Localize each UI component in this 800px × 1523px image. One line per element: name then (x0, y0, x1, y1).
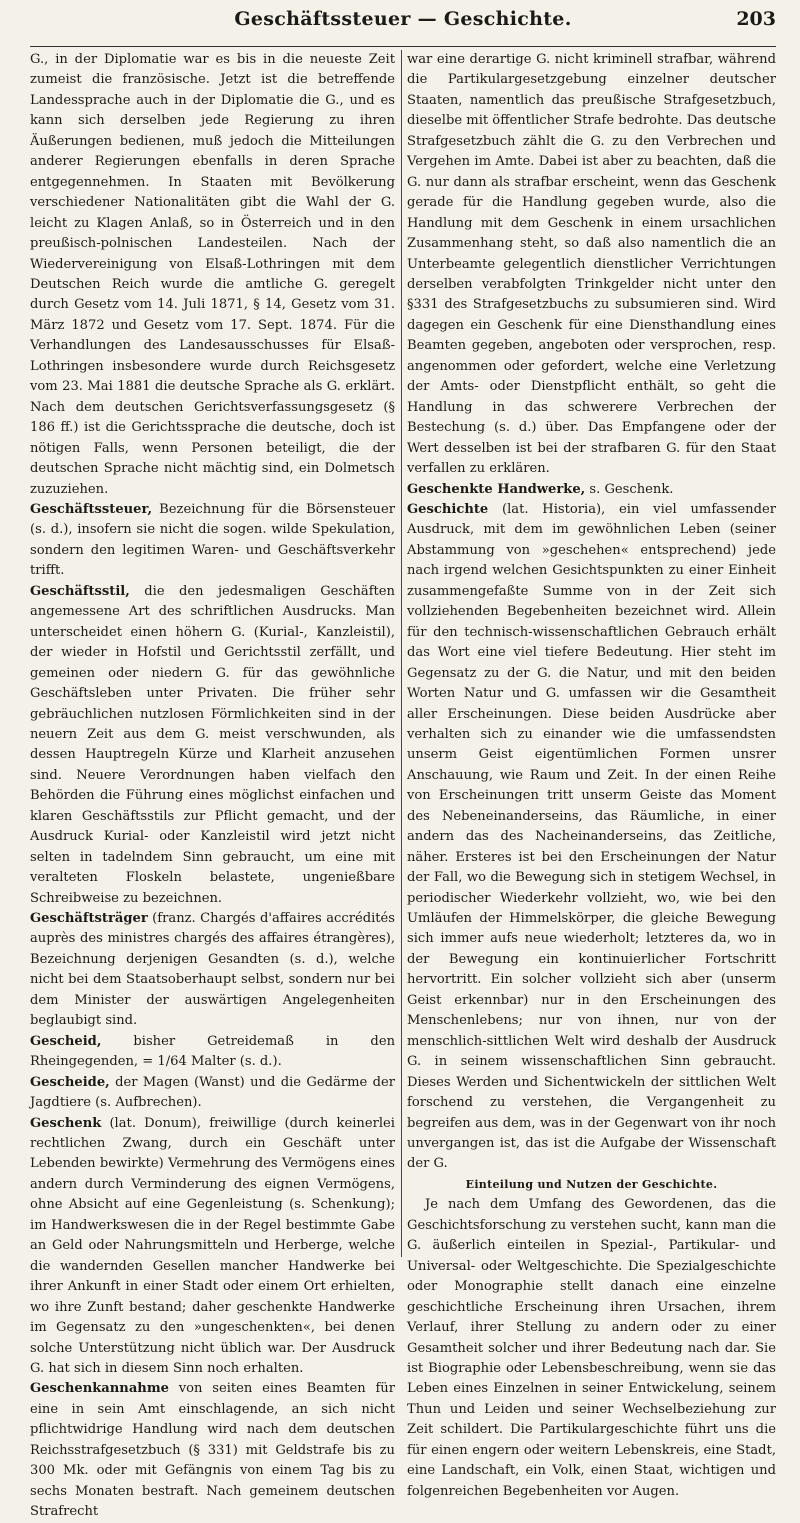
entry-text: von seiten eines Beamten für eine in sein Amt einschlagende, an sich nicht pflichtwidrige Handlung wird nach dem deutschen Reichsstrafgesetzbuch (§ 331) mit Geldstrafe bis zu 300 Mk. oder mit Gefängnis von einem Tag bis zu sechs Monaten bestraft. Nach gemeinem deutschen Strafrecht (30, 1381, 395, 1520)
entry-text: (lat. Historia), ein viel umfassender Ausdruck, mit dem im gewöhnlichen Leben (seiner Abstammung von »geschehen« entsprechend) jede nach irgend welchen Gesichtspunkten zu einer Einheit zusammengefaßte Summe von in der Zeit sich vollziehenden Begebenheiten bezeichnet wird. Allein für den technisch-wissenschaftlichen Gebrauch erhält das Wort eine viel tiefere Bedeutung. Hier steht im Gegensatz zu der G. die Natur, und mit den beiden Worten Natur und G. umfassen wir die Gesamtheit aller Erscheinungen. Diese beiden Ausdrücke aber verhalten sich zu einander wie die umfassendsten unserm Geist eigentümlichen Formen unsrer Anschauung, wie Raum und Zeit. In der einen Reihe von Erscheinungen tritt unserm Geiste das Moment des Nebeneinanderseins, das Räumliche, in einer andern das des Nacheinanderseins, das Zeitliche, näher. Ersteres ist bei den Erscheinungen der Natur der Fall, wo die Bewegung sich in stetigem Wechsel, in periodischer Wiederkehr vollzieht, wo, wie bei den Umläufen der Himmelskörper, die gleiche Bewegung sich immer aufs neue wiederholt; letzteres da, wo in der Bewegung ein kontinuierlicher Fortschritt hervortritt. Ein solcher vollzieht sich aber (unserm Geist erkennbar) nur in den Erscheinungen des Menschenlebens; nur von ihnen, nur von der menschlich-sittlichen Welt wird deshalb der Ausdruck G. in seinem wissenschaftlichen Sinn gebraucht. Dieses Werden und Sichentwickeln der sittlichen Welt forschend zu verstehen, die Vergangenheit zu begreifen aus dem, was in der Gegenwart von ihr noch unvergangen ist, das ist die Aufgabe der Wissenschaft der G. (407, 501, 776, 1172)
page-number: 203 (736, 8, 776, 30)
entry-paragraph (30, 50, 395, 500)
entry-paragraph (30, 1032, 395, 1073)
entry-text: s. Geschenk. (585, 481, 674, 497)
entry-paragraph (30, 500, 395, 582)
entry-paragraph (407, 50, 776, 480)
entry-text: (lat. Donum), freiwillige (durch keinerlei rechtlichen Zwang, durch ein Geschäft unter Lebenden bewirkte) Vermehrung des Vermögens eines andern durch Verminderung des eignen Vermögens, ohne Absicht auf eine Gegenleistung (s. Schenkung); im Handwerkswesen die in der Regel bestimmte Gabe an Geld oder Nahrungsmitteln und Herberge, welche die wandernden Gesellen mancher Handwerke bei ihrer Ankunft in einer Stadt oder einem Ort erhielten, wo ihre Zunft bestand; daher geschenkte Handwerke im Gegensatz zu den »ungeschenkten«, bei denen solche Unterstützung nicht üblich war. Der Ausdruck G. hat sich in diesem Sinn noch erhalten. (30, 1115, 395, 1376)
page-header (30, 8, 776, 48)
right-column (407, 50, 776, 1499)
entry-text: bisher Getreidemaß in den Rheingegenden, = 1/64 Malter (s. d.). (30, 1033, 395, 1070)
entry-headword: Geschäftssteuer, (30, 501, 153, 517)
entry-headword: Geschäftsstil, (30, 583, 130, 599)
entry-text: die den jedesmaligen Geschäften angemessene Art des schriftlichen Ausdrucks. Man unterscheidet einen höhern G. (Kurial-, Kanzleistil), der wieder in Hofstil und Gerichtsstil zerfällt, und gemeinen oder niedern G. für das gewöhnliche Geschäftsleben unter Privaten. Die früher sehr gebräuchlichen nutzlosen Förmlichkeiten sind in der neuern Zeit aus dem G. meist verschwunden, als dessen Hauptregeln Kürze und Klarheit anzusehen sind. Neuere Verordnungen haben vielfach den Behörden die Führung eines möglichst einfachen und klaren Geschäftsstils zur Pflicht gemacht, und der Ausdruck Kurial- oder Kanzleistil wird jetzt nicht selten in tadelndem Sinn gebraucht, um eine mit veralteten Floskeln belastete, ungenießbare Schreibweise zu bezeichnen. (30, 583, 395, 906)
section-heading: Einteilung und Nutzen der Geschichte. (465, 1177, 718, 1191)
entry-headword: Geschenkte Handwerke, (407, 481, 586, 497)
entry-paragraph (30, 1073, 395, 1114)
column-divider (401, 50, 402, 1257)
entry-headword: Geschäftsträger (30, 911, 148, 927)
entry-paragraph (30, 582, 395, 909)
entry-headword: Geschenk (30, 1115, 102, 1131)
entry-headword: Gescheid, (30, 1033, 102, 1049)
entry-text: war eine derartige G. nicht kriminell strafbar, während die Partikulargesetzgebung einzelner deutscher Staaten, namentlich das preußische Strafgesetzbuch, dieselbe mit öffentlicher Strafe bedrohte. Das deutsche Strafgesetzbuch zählt die G. zu den Verbrechen und Vergehen im Amte. Dabei ist aber zu beachten, daß die G. nur dann als strafbar erscheint, wenn das Geschenk gerade für die Handlung gegeben wurde, also die Handlung mit dem Geschenk in einem ursachlichen Zusammenhang steht, so daß also namentlich die an Unterbeamte gelegentlich dienstlicher Verrichtungen derselben verabfolgten Trinkgelder nicht unter den §331 des Strafgesetzbuchs zu subsumieren sind. Wird dagegen ein Geschenk für eine Diensthandlung eines Beamten gegeben, angeboten oder versprochen, resp. angenommen oder gefordert, welche eine Verletzung der Amts- oder Dienstpflicht enthält, so geht die Handlung in das schwerere Verbrechen der Bestechung (s. d.) über. Das Empfangene oder der Wert desselben ist bei der strafbaren G. für den Staat verfallen zu erklären. (407, 52, 776, 477)
entry-paragraph (407, 1195, 776, 1502)
entry-text: Je nach dem Umfang des Gewordenen, das die Geschichtsforschung zu verstehen sucht, kann man die G. äußerlich einteilen in Spezial-, Partikular- und Universal- oder Weltgeschichte. Die Spezialgeschichte oder Monographie stellt danach eine einzelne geschichtliche Erscheinung ihren Ursachen, ihrem Verlauf, ihrer Stellung zu andern oder zu einer Gesamtheit solcher und ihrer Bedeutung nach dar. Sie ist Biographie oder Lebensbeschreibung, wenn sie das Leben eines Einzelnen in seiner Entwickelung, seinem Thun und Leiden und seiner Wechselbeziehung zur Zeit schildert. Die Partikulargeschichte führt uns die für einen engern oder weitern Lebenskreis, eine Stadt, eine Landschaft, ein Volk, einen Staat, wichtigen und folgenreichen Begebenheiten vor Augen. (407, 1197, 776, 1499)
entry-headword: Gescheide, (30, 1074, 110, 1090)
left-column (30, 50, 395, 1520)
entry-paragraph (30, 1379, 395, 1522)
entry-headword: Geschichte (407, 501, 489, 517)
entry-paragraph (30, 1114, 395, 1380)
entry-text: (franz. Chargés d'affaires accrédités auprès des ministres chargés des affaires étrangères), Bezeichnung derjenigen Gesandten (s. d.), welche nicht bei dem Staatsoberhaupt selbst, sondern nur bei dem Minister der auswärtigen Angelegenheiten beglaubigt sind. (30, 911, 395, 1029)
entry-paragraph (407, 500, 776, 1175)
entry-text: G., in der Diplomatie war es bis in die neueste Zeit zumeist die französische. Jetzt ist die betreffende Landessprache auch in der Diplomatie die G., und es kann sich derselben jede Regierung zu ihren Äußerungen bedienen, muß jedoch die Mitteilungen anderer Regierungen ebenfalls in deren Sprache entgegennehmen. In Staaten mit Bevölkerung verschiedener Nationalitäten gibt die Wahl der G. leicht zu Klagen Anlaß, so in Österreich und in den preußisch-polnischen Landesteilen. Nach der Wiedervereinigung von Elsaß-Lothringen mit dem Deutschen Reich wurde die amtliche G. geregelt durch Gesetz vom 14. Juli 1871, § 14, Gesetz vom 31. März 1872 und Gesetz vom 17. Sept. 1874. Für die Verhandlungen des Landesausschusses für Elsaß-Lothringen insbesondere wurde durch Reichsgesetz vom 23. Mai 1881 die deutsche Sprache als G. erklärt. Nach dem deutschen Gerichtsverfassungsgesetz (§ 186 ff.) ist die Gerichtssprache die deutsche, doch ist nötigen Falls, wenn Personen beteiligt, die der deutschen Sprache nicht mächtig sind, ein Dolmetsch zuzuziehen. (30, 52, 395, 497)
entry-text: der Magen (Wanst) und die Gedärme der Jagdtiere (s. Aufbrechen). (30, 1074, 395, 1111)
entry-headword: Geschenkannahme (30, 1381, 170, 1397)
entry-paragraph (407, 480, 776, 500)
entry-text: Bezeichnung für die Börsensteuer (s. d.), insofern sie nicht die sogen. wilde Spekulation, sondern den legitimen Waren- und Geschäftsverkehr trifft. (30, 501, 395, 579)
header-rule (30, 46, 776, 47)
entry-paragraph (30, 909, 395, 1032)
running-title: Geschäftssteuer — Geschichte. (234, 8, 572, 30)
